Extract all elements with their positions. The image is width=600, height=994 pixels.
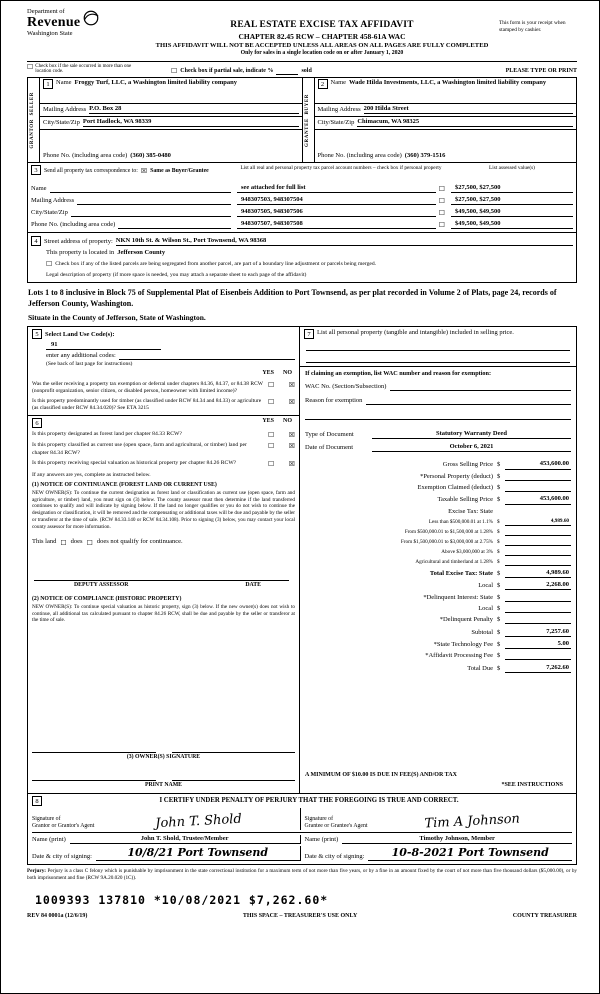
dollar-sign: $ <box>497 539 500 546</box>
row-label: Mailing Address <box>31 197 75 205</box>
seller-csz-label: City/State/Zip <box>43 119 80 127</box>
yes-checkbox[interactable]: ☐ <box>268 459 275 468</box>
excise-value[interactable] <box>505 652 571 660</box>
owner-signature-line[interactable] <box>172 745 296 753</box>
buyer-side-label: BUYER <box>304 93 310 115</box>
doc-date-label: Date of Document <box>305 444 354 452</box>
seller-phone-field[interactable]: (360) 385-0480 <box>130 152 171 160</box>
street-address-field[interactable]: NKN 10th St. & Wilson St., Port Townsend, WA 98368 <box>116 237 573 246</box>
section-2-number: 2 <box>318 79 328 89</box>
excise-label: Total Due <box>467 664 493 672</box>
personal-property-checkbox[interactable]: ☐ <box>438 209 445 218</box>
grantor-printed-name[interactable]: John T. Shold, Trustee/Member <box>70 835 300 844</box>
land-use-code-field[interactable]: 91 <box>46 341 161 350</box>
excise-row-personal-property-deduct <box>305 473 571 481</box>
excise-label: *Personal Property (deduct) <box>420 472 493 480</box>
excise-row-taxable-selling-price <box>305 495 571 504</box>
owners-signature-label: (3) OWNER(S) SIGNATURE <box>126 753 201 760</box>
partial-sale-percent-field[interactable] <box>276 67 298 75</box>
this-land-label: This land <box>32 538 57 546</box>
buyer-csz-field[interactable]: Chimacum, WA 98325 <box>357 118 573 127</box>
grantor-side-label: GRANTOR <box>30 118 36 149</box>
revenue-logo <box>27 8 145 38</box>
notice-compliance-body: NEW OWNER(S): To continue special valuation as historic property, sign (3) below. If the new owner(s) does not wish to continue, all additional tax calculated pursuant to chapter 84.26 RCW, shall be due and payable by the seller or transferor at the time of sale. <box>32 603 295 624</box>
form-rev-number: REV 84 0001a (12/6/19) <box>27 913 88 920</box>
reason-field-line2[interactable] <box>305 411 571 420</box>
seller-name-field[interactable]: Froggy Turf, LLC, a Washington limited liability company <box>74 79 237 87</box>
correspondence-mailing-field[interactable] <box>77 197 231 205</box>
excise-value[interactable]: 4,989.60 <box>505 518 571 526</box>
yes-checkbox[interactable]: ☐ <box>268 380 275 389</box>
correspondence-phone-field[interactable] <box>118 221 231 229</box>
form-footer <box>27 913 577 921</box>
dollar-sign: $ <box>497 529 500 536</box>
dollar-sign: $ <box>497 496 501 504</box>
dollar-sign: $ <box>497 604 501 612</box>
sections-1-4-box <box>27 77 577 283</box>
additional-codes-field[interactable] <box>119 352 295 360</box>
print-name-line[interactable] <box>32 773 156 781</box>
partial-sale-label: Check box if partial sale, indicate % <box>180 67 274 74</box>
assessed-values-header: List assessed value(s) <box>489 165 535 172</box>
correspondence-name-field[interactable] <box>50 185 231 193</box>
yes-checkbox[interactable]: ☐ <box>268 397 275 406</box>
no-checkbox[interactable]: ☒ <box>288 397 295 406</box>
excise-label: Subtotal <box>471 628 493 636</box>
section-3-correspondence <box>28 163 576 233</box>
section-7-personal-property <box>300 327 576 367</box>
excise-row-gross-selling-price <box>305 460 571 469</box>
dollar-sign: $ <box>497 472 501 480</box>
no-header: NO <box>283 418 292 425</box>
agency-state: Washington State <box>27 30 73 38</box>
seller-phone-label: Phone No. (including area code) <box>43 152 128 160</box>
assessed-value-field[interactable]: $49,500, $49,500 <box>451 208 573 217</box>
excise-label: From $500,000.01 to $1,500,000 at 1.28% <box>404 529 493 536</box>
excise-row-rate-1.28 <box>305 528 571 536</box>
owners-signature-block <box>32 733 295 789</box>
notice-continuance-body: NEW OWNER(S): To continue the current designation as forest land or classification as current use (open space, farm and agriculture, or timber) land, you must sign on (3) below. The county assessor must then determine if the land transferred continues to qualify and will indicate by signing below. If the land no longer qualifies or you do not wish to continue the designation or classification, it will be removed and the compensating or additional taxes will be due and payable by the seller or transferor at the time of sale. (RCW 84.33.140 or RCW 84.34.108). Prior to signing (3) below, you may contact your local county assessor for more information. <box>32 489 295 530</box>
question-exemption-deferral <box>32 381 295 395</box>
doc-type-label: Type of Document <box>305 431 354 439</box>
excise-value[interactable]: 4,989.60 <box>505 569 571 578</box>
date-label: DATE <box>245 581 261 588</box>
located-county-field[interactable]: Jefferson County <box>117 249 166 257</box>
name-print-label: Name (print) <box>32 836 66 844</box>
perjury-label: Perjury: <box>27 868 47 875</box>
row-label: Name <box>31 185 47 193</box>
excise-row-total-local <box>305 581 571 590</box>
buyer-mailing-field[interactable]: 200 Hilda Street <box>364 105 573 114</box>
excise-value[interactable] <box>505 538 571 546</box>
no-checkbox[interactable]: ☒ <box>288 442 295 451</box>
excise-value[interactable]: 5.00 <box>505 640 571 649</box>
grantor-name-print-cell <box>32 835 300 844</box>
seller-csz-field[interactable]: Port Hadlock, WA 98339 <box>83 118 299 127</box>
section-4-number: 4 <box>31 236 41 246</box>
excise-value <box>505 508 571 516</box>
excise-label: Excise Tax: State <box>448 507 493 515</box>
excise-row-agricultural-timberland <box>305 558 571 566</box>
personal-property-checkbox[interactable]: ☐ <box>438 197 445 206</box>
dollar-sign: $ <box>497 616 501 624</box>
dollar-sign: $ <box>497 570 501 577</box>
buyer-grantee-section <box>302 78 577 162</box>
dollar-sign: $ <box>497 593 501 601</box>
doc-type-field[interactable]: Statutory Warranty Deed <box>372 430 571 439</box>
additional-codes-label: enter any additional codes: <box>46 352 116 360</box>
situate-text[interactable]: Situate in the County of Jefferson, State of Washington. <box>28 312 206 322</box>
personal-property-field[interactable] <box>306 351 570 363</box>
assessed-value-field[interactable]: $27,500, $27,500 <box>451 184 573 193</box>
excise-label: Gross Selling Price <box>442 461 493 469</box>
excise-value[interactable] <box>505 473 571 481</box>
excise-label: Exemption Claimed (deduct) <box>417 484 493 492</box>
notice-continuance-title: (1) NOTICE OF CONTINUANCE (FOREST LAND OR CURRENT USE) <box>32 481 217 488</box>
excise-row-delinquent-penalty <box>305 616 571 624</box>
excise-value[interactable] <box>505 484 571 492</box>
exemption-intro-label: If claiming an exemption, list WAC number and reason for exemption: <box>305 370 492 378</box>
section-5-land-use <box>28 327 299 416</box>
row-label: Phone No. (including area code) <box>31 221 116 229</box>
multi-location-label: Check box if the sale occurred in more than one location code. <box>35 63 132 75</box>
excise-row-subtotal <box>305 628 571 637</box>
row-label: City/State/Zip <box>31 209 68 217</box>
buyer-phone-field[interactable]: (360) 379-1516 <box>404 152 446 160</box>
see-instructions-note: *SEE INSTRUCTIONS <box>501 781 563 788</box>
seller-side-labels <box>28 78 40 162</box>
grantor-signature-cell <box>32 808 300 830</box>
grantor-signature-label-2: Grantor or Grantor's Agent <box>32 823 95 830</box>
excise-row-state-technology-fee <box>305 640 571 649</box>
form-warning: THIS AFFIDAVIT WILL NOT BE ACCEPTED UNLESS ALL AREAS ON ALL PAGES ARE FULLY COMPLETED <box>155 42 489 50</box>
question-forest-land <box>32 431 295 439</box>
dollar-sign: $ <box>497 664 501 672</box>
reason-field[interactable] <box>366 397 571 405</box>
header-rule <box>27 61 577 62</box>
see-back-note: (See back of last page for instructions) <box>46 361 133 368</box>
receipt-note: This form is your receipt when stamped by cashier. <box>499 20 566 34</box>
send-correspondence-label: Send all property tax correspondence to: <box>44 167 138 174</box>
partial-sale-sold-label: sold <box>301 67 312 74</box>
buyer-mailing-label: Mailing Address <box>317 106 361 114</box>
question-text: Is this property predominantly used for timber (as classified under RCW 84.34 and 84.33) or agriculture (as classified under RCW 84.34.020)? See ETA 3215 <box>32 397 262 411</box>
treasurer-space-label: THIS SPACE – TREASURER'S USE ONLY <box>242 913 358 920</box>
dollar-sign: $ <box>497 582 501 590</box>
sections-5-7-box <box>27 326 577 794</box>
dollar-sign: $ <box>497 628 501 636</box>
agency-name: Revenue <box>27 15 81 31</box>
form-only-for: Only for sales in a single location code on or after January 1, 2020 <box>240 50 404 57</box>
grantee-signature[interactable]: Tim A Johnson <box>423 811 520 832</box>
section-7-number: 7 <box>304 329 314 339</box>
buyer-side-labels <box>303 78 315 162</box>
excise-label: Less than $500,000.01 at 1.1% <box>428 519 493 526</box>
minimum-fee-note: A MINIMUM OF $10.00 IS DUE IN FEE(S) AND/OR TAX <box>305 772 457 779</box>
name-print-label: Name (print) <box>304 836 339 844</box>
no-checkbox[interactable]: ☒ <box>288 431 295 440</box>
section-6-number: 6 <box>32 418 42 428</box>
excise-value[interactable]: 453,600.00 <box>505 495 571 504</box>
form-header <box>27 8 577 58</box>
excise-row-affidavit-processing-fee <box>305 652 571 660</box>
question-text: Is this property receiving special valuation as historical property per chapter 84.26 RCW? <box>32 459 237 466</box>
revenue-seal-icon <box>82 9 100 27</box>
correspondence-csz-field[interactable] <box>71 209 231 217</box>
date-city-label: Date & city of signing: <box>32 852 92 860</box>
excise-row-rate-2.75 <box>305 538 571 546</box>
continuance-qualify-row <box>32 538 295 546</box>
if-yes-note: If any answers are yes, complete as instructed below. <box>32 471 151 478</box>
owner-signature-line[interactable] <box>32 745 156 753</box>
county-treasurer-label: COUNTY TREASURER <box>512 913 577 920</box>
assessed-value-field[interactable]: $49,500, $49,500 <box>451 220 573 229</box>
buyer-phone-label: Phone No. (including area code) <box>317 152 402 160</box>
does-label: does <box>70 538 83 546</box>
perjury-text: Perjury is a class C felony which is punishable by imprisonment in the state correctional institution for a maximum term of not more than five years, or by a fine in an amount fixed by the court of not more than five thousand dollars ($5,000.00), or by both imprisonment and fine (RCW 9A.20.020 (1C)). <box>27 868 578 881</box>
grantor-signature-label-1: Signature of <box>32 816 61 823</box>
grantee-side-label: GRANTEE <box>304 117 310 147</box>
dollar-sign: $ <box>497 640 501 648</box>
reason-label: Reason for exemption <box>305 397 363 405</box>
excise-value[interactable]: 453,600.00 <box>505 460 571 469</box>
seller-mailing-field[interactable]: P.O. Box 28 <box>89 105 298 114</box>
wac-label: WAC No. (Section/Subsection) <box>305 382 387 390</box>
form-subtitle: CHAPTER 82.45 RCW – CHAPTER 458-61A WAC <box>238 31 406 41</box>
parcel-numbers-field[interactable]: 948307507, 948307508 <box>237 220 436 229</box>
seller-grantor-section <box>28 78 302 162</box>
segregated-label: Check box if any of the listed parcels are being segregated from another parcel, are part of a boundary line adjustment or parcels being merged. <box>55 261 377 268</box>
dollar-sign: $ <box>497 559 500 566</box>
correspondence-row-mailing <box>31 193 573 205</box>
seller-name-label: Name <box>56 79 72 87</box>
question-historical-property <box>32 460 295 468</box>
correspondence-row-csz <box>31 205 573 217</box>
question-text: Is this property designated as forest land per chapter 84.33 RCW? <box>32 431 182 438</box>
question-timber-agriculture <box>32 398 295 412</box>
certify-statement: I CERTIFY UNDER PENALTY OF PERJURY THAT THE FOREGOING IS TRUE AND CORRECT. <box>159 796 459 804</box>
excise-row-excise-tax-state <box>305 508 571 516</box>
segregated-checkbox[interactable]: ☐ <box>46 260 53 269</box>
please-type-label: PLEASE TYPE OR PRINT <box>505 67 577 74</box>
perjury-statement <box>27 868 577 881</box>
section-6-designations <box>28 416 299 793</box>
excise-label: Total Excise Tax: State <box>429 570 493 577</box>
excise-tax-area <box>300 367 576 793</box>
section-8-signatures <box>27 794 577 865</box>
excise-label: Agricultural and timberland at 1.28% <box>415 559 493 566</box>
date-city-label: Date & city of signing: <box>304 852 365 860</box>
excise-label: *Delinquent Penalty <box>439 616 493 624</box>
excise-label: *Delinquent Interest: State <box>423 593 493 601</box>
excise-row-rate-3 <box>305 548 571 556</box>
buyer-name-field[interactable]: Wade Hilda Investments, LLC, a Washington limited liability company <box>349 79 547 87</box>
excise-label: From $1,500,000.01 to $3,000,000 at 2.75% <box>400 539 493 546</box>
personal-property-checkbox[interactable]: ☐ <box>438 221 445 230</box>
yes-checkbox[interactable]: ☐ <box>268 431 275 440</box>
legal-description-label: Legal description of property (if more space is needed, you may attach a separate sheet to each page of the affidavit) <box>46 272 307 279</box>
buyer-name-label: Name <box>330 79 347 87</box>
dollar-sign: $ <box>497 519 500 526</box>
does-checkbox[interactable]: ☐ <box>60 538 67 547</box>
excise-value[interactable] <box>505 548 571 556</box>
section-3-number: 3 <box>31 165 41 175</box>
parcel-numbers-field[interactable]: see attached for full list <box>237 184 436 193</box>
multi-location-checkbox[interactable]: ☐ <box>27 62 34 71</box>
section-8-number: 8 <box>32 796 42 806</box>
excise-label: Above $3,000,000 at 3% <box>441 549 493 556</box>
seller-side-label: SELLER <box>30 92 36 116</box>
dollar-sign: $ <box>497 549 500 556</box>
yes-checkbox[interactable]: ☐ <box>268 442 275 451</box>
question-text: Was the seller receiving a property tax exemption or deferral under chapters 84.36, 84.37, or 84.38 RCW (nonprofit organization, senior citizen, or disabled person, homeowner with limited income)? <box>32 380 263 394</box>
grantee-signature-label-1: Signature of <box>304 816 333 823</box>
grantee-printed-name[interactable]: Timothy Johnson, Member <box>342 835 572 844</box>
street-address-label: Street address of property: <box>44 238 113 246</box>
parcel-numbers-field[interactable]: 948307505, 948307506 <box>237 208 436 217</box>
excise-row-total-due <box>305 664 571 673</box>
excise-label: Local <box>478 604 493 612</box>
same-as-buyer-label: Same as Buyer/Grantee <box>150 167 209 174</box>
excise-row-exemption-claimed <box>305 484 571 492</box>
grantee-signature-cell <box>300 808 573 830</box>
excise-value[interactable]: 7,262.60 <box>505 664 571 673</box>
does-not-checkbox[interactable]: ☐ <box>86 538 93 547</box>
section-5-number: 5 <box>32 329 42 339</box>
excise-row-delinquent-interest-state <box>305 594 571 602</box>
excise-value[interactable] <box>505 528 571 536</box>
buyer-csz-label: City/State/Zip <box>317 119 355 127</box>
located-in-label: This property is located in <box>46 249 115 257</box>
grantee-name-print-cell <box>300 835 573 844</box>
personal-property-checkbox[interactable]: ☐ <box>438 185 445 194</box>
section-4-property <box>28 233 576 282</box>
partial-sale-checkbox[interactable]: ☐ <box>171 67 178 76</box>
dollar-sign: $ <box>497 484 501 492</box>
assessed-value-field[interactable]: $27,500, $27,500 <box>451 196 573 205</box>
grantee-date-city[interactable]: 10-8-2021 Port Townsend <box>391 846 549 860</box>
legal-description-text[interactable]: Lots 1 to 8 inclusive in Block 75 of Supplemental Plat of Eisenbeis Addition to Port Townsend, as per plat recorded in Volume 2 of Plats, page 24, records of Jefferson County, Washington. <box>28 288 557 309</box>
excise-label: *State Technology Fee <box>433 640 493 648</box>
excise-value[interactable]: 2,268.00 <box>505 581 571 590</box>
parcel-numbers-field[interactable]: 948307503, 948307504 <box>237 196 436 205</box>
same-as-buyer-checkbox[interactable]: ☒ <box>140 167 148 176</box>
does-not-label: does not qualify for continuance. <box>96 538 183 546</box>
grantor-date-city-cell <box>32 846 300 861</box>
deputy-assessor-signature-line[interactable] <box>34 573 289 581</box>
excise-value[interactable] <box>505 558 571 566</box>
question-text: Is this property classified as current use (open space, farm and agricultural, or timber) land per chapter 84.34 RCW? <box>32 442 247 456</box>
excise-label: *Affidavit Processing Fee <box>425 652 493 660</box>
yes-header: YES <box>262 418 274 425</box>
excise-label: Local <box>478 582 493 590</box>
seller-mailing-label: Mailing Address <box>43 106 87 114</box>
correspondence-row-phone <box>31 217 573 229</box>
question-current-use <box>32 442 295 456</box>
notice-compliance-title: (2) NOTICE OF COMPLIANCE (HISTORIC PROPERTY) <box>32 595 182 602</box>
grantee-signature-label-2: Grantee or Grantee's Agent <box>304 823 368 830</box>
no-header: NO <box>283 370 292 377</box>
print-name-line[interactable] <box>172 773 296 781</box>
excise-row-rate-1.1 <box>305 518 571 526</box>
land-use-label: Select Land Use Code(s): <box>45 331 115 339</box>
dollar-sign: $ <box>497 461 501 469</box>
excise-value[interactable] <box>505 605 571 613</box>
wac-number-field[interactable] <box>390 383 571 391</box>
section-1-number: 1 <box>43 79 53 89</box>
no-checkbox[interactable]: ☒ <box>288 380 295 389</box>
excise-value[interactable] <box>505 594 571 602</box>
deputy-assessor-label: DEPUTY ASSESSOR <box>74 581 129 588</box>
excise-row-total-state <box>305 569 571 578</box>
yes-header: YES <box>262 370 274 377</box>
agency-line1: Department of <box>27 8 65 15</box>
excise-row-delinquent-interest-local <box>305 605 571 613</box>
grantor-signature[interactable]: John T. Shold <box>155 811 243 832</box>
parcel-numbers-header: List all real and personal property tax parcel account numbers – check box if personal property <box>240 165 442 172</box>
doc-date-field[interactable]: October 6, 2021 <box>372 443 571 452</box>
excise-label: Taxable Selling Price <box>437 496 493 504</box>
no-checkbox[interactable]: ☒ <box>288 459 295 468</box>
excise-value[interactable] <box>505 616 571 624</box>
dollar-sign: $ <box>497 652 501 660</box>
form-title: REAL ESTATE EXCISE TAX AFFIDAVIT <box>230 20 414 30</box>
excise-value[interactable]: 7,257.60 <box>505 628 571 637</box>
personal-property-label: List all personal property (tangible and intangible) included in selling price. <box>317 329 514 337</box>
correspondence-row-name <box>31 181 573 193</box>
personal-property-field[interactable] <box>306 339 570 351</box>
grantor-date-city[interactable]: 10/8/21 Port Townsend <box>127 846 269 860</box>
print-name-label: PRINT NAME <box>144 781 183 788</box>
treasurer-receipt-stamp: 1009393 137810 *10/08/2021 $7,262.60* <box>35 893 329 908</box>
pre-row <box>27 64 577 76</box>
grantee-date-city-cell <box>300 846 573 861</box>
